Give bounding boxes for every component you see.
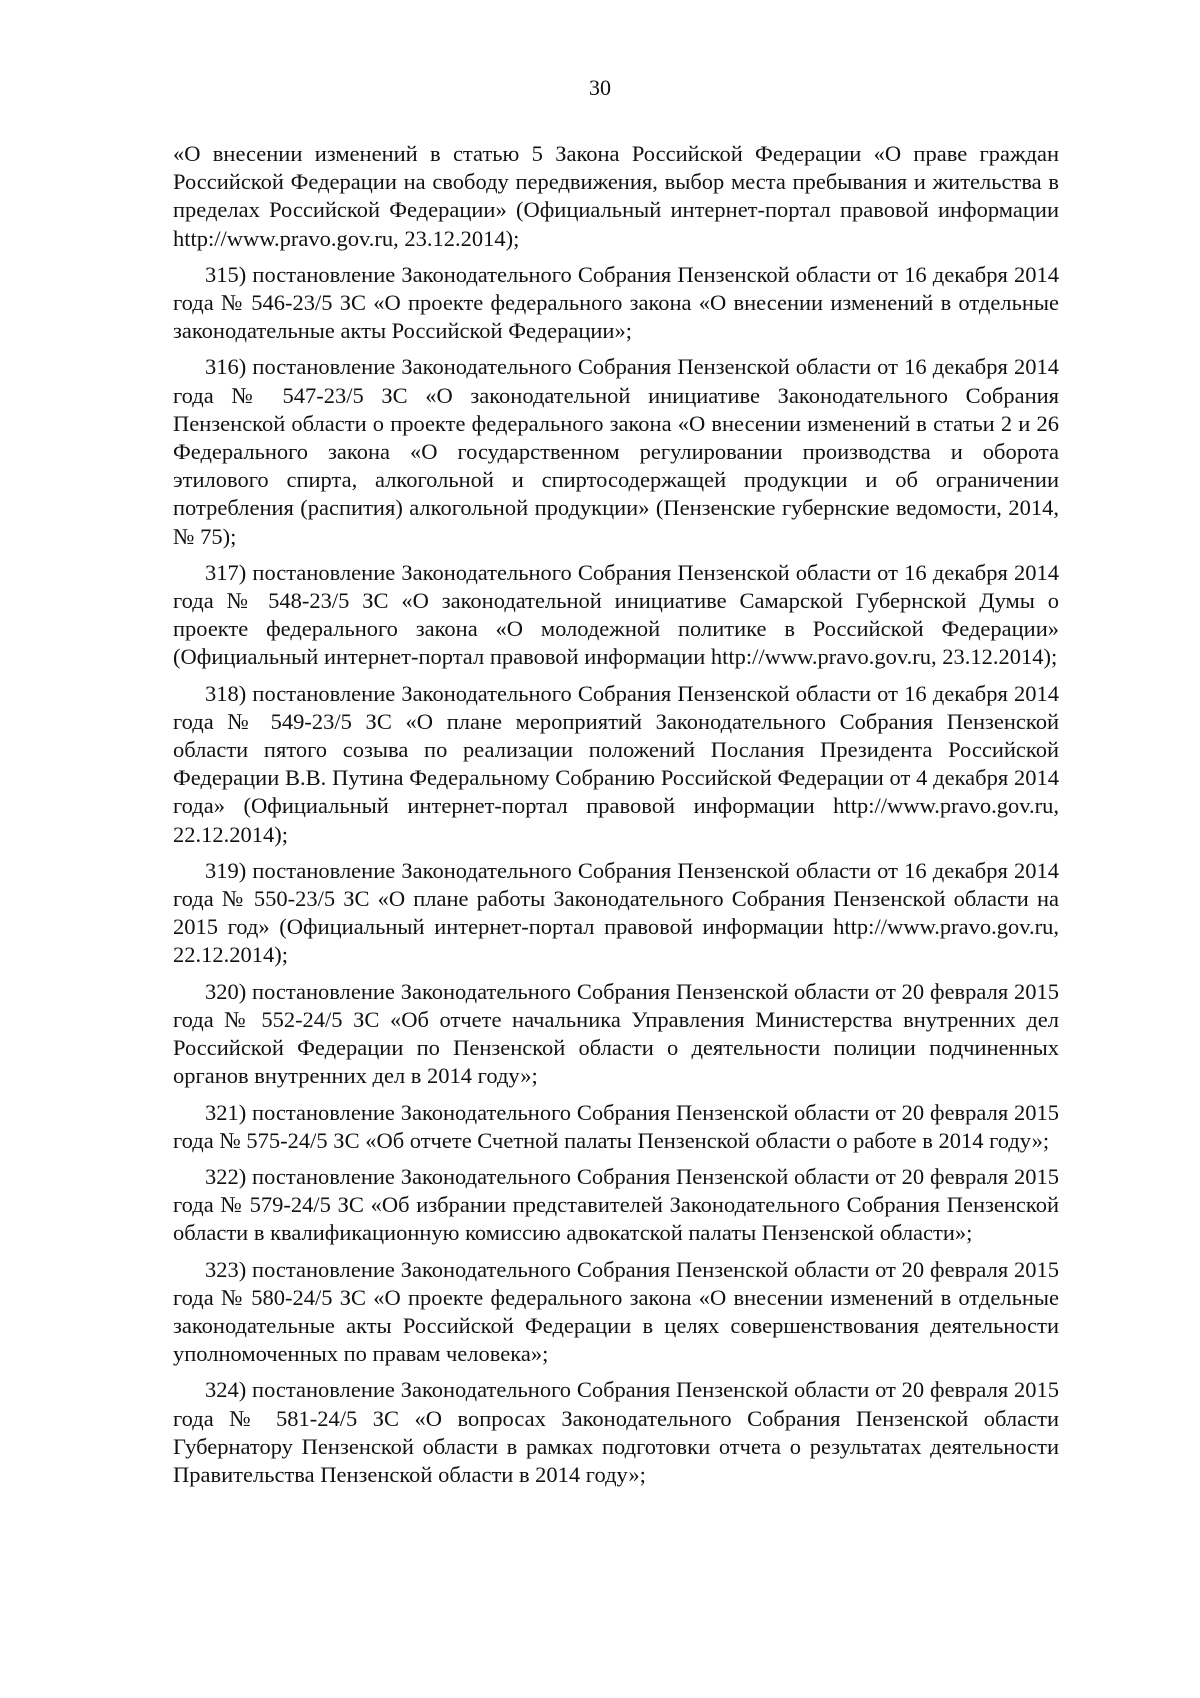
paragraph-item-324: 324) постановление Законодательного Собрания Пензенской области от 20 февраля 2015 года № 581-24/5 ЗС «О вопросах Законодательного Собрания Пензенской области Губернатору Пензенской области в рамках подготовки отчета о результатах деятельности Правительства Пензенской области в 2014 году»; [173, 1377, 1059, 1487]
paragraph-item-317: 317) постановление Законодательного Собрания Пензенской области от 16 декабря 2014 года № 548-23/5 ЗС «О законодательной инициативе Самарской Губернской Думы о проекте федерального закона «О молодежной политике в Российской Федерации» (Официальный интернет-портал правовой информации http://www.pravo.gov.ru, 23.12.2014); [173, 559, 1059, 670]
paragraph-item-322: 322) постановление Законодательного Собрания Пензенской области от 20 февраля 2015 года № 579-24/5 ЗС «Об избрании представителей Законодательного Собрания Пензенской области в квалификационную комиссию адвокатской палаты Пензенской области»; [173, 1163, 1059, 1246]
paragraph-item-315: 315) постановление Законодательного Собрания Пензенской области от 16 декабря 2014 года № 546-23/5 ЗС «О проекте федерального закона «О внесении изменений в отдельные законодательные акты Российской Федерации»; [173, 261, 1059, 344]
paragraph-item-321: 321) постановление Законодательного Собрания Пензенской области от 20 февраля 2015 года № 575-24/5 ЗС «Об отчете Счетной палаты Пензенской области о работе в 2014 году»; [173, 1099, 1059, 1153]
document-body [173, 140, 1059, 1497]
paragraph-item-318: 318) постановление Законодательного Собрания Пензенской области от 16 декабря 2014 года № 549-23/5 ЗС «О плане мероприятий Законодательного Собрания Пензенской области пятого созыва по реализации положений Послания Президента Российской Федерации В.В. Путина Федеральному Собранию Российской Федерации от 4 декабря 2014 года» (Официальный интернет-портал правовой информации http://www.pravo.gov.ru, 22.12.2014); [173, 680, 1059, 847]
paragraph-item-316: 316) постановление Законодательного Собрания Пензенской области от 16 декабря 2014 года № 547-23/5 ЗС «О законодательной инициативе Законодательного Собрания Пензенской области о проекте федерального закона «О внесении изменений в статьи 2 и 26 Федерального закона «О государственном регулировании производства и оборота этилового спирта, алкогольной и спиртосодержащей продукции и об ограничении потребления (распития) алкогольной продукции» (Пензенские губернские ведомости, 2014, № 75); [173, 354, 1059, 549]
paragraph-continuation: «О внесении изменений в статью 5 Закона Российской Федерации «О праве граждан Российской Федерации на свободу передвижения, выбор места пребывания и жительства в пределах Российской Федерации» (Официальный интернет-портал правовой информации http://www.pravo.gov.ru, 23.12.2014); [173, 141, 1059, 251]
page-number: 30 [589, 75, 611, 100]
paragraph-item-319: 319) постановление Законодательного Собрания Пензенской области от 16 декабря 2014 года № 550-23/5 ЗС «О плане работы Законодательного Собрания Пензенской области на 2015 год» (Официальный интернет-портал правовой информации http://www.pravo.gov.ru, 22.12.2014); [173, 857, 1059, 968]
paragraph-item-320: 320) постановление Законодательного Собрания Пензенской области от 20 февраля 2015 года № 552-24/5 ЗС «Об отчете начальника Управления Министерства внутренних дел Российской Федерации по Пензенской области о деятельности полиции подчиненных органов внутренних дел в 2014 году»; [173, 978, 1059, 1089]
paragraph-item-323: 323) постановление Законодательного Собрания Пензенской области от 20 февраля 2015 года № 580-24/5 ЗС «О проекте федерального закона «О внесении изменений в отдельные законодательные акты Российской Федерации в целях совершенствования деятельности уполномоченных по правам человека»; [173, 1256, 1059, 1367]
